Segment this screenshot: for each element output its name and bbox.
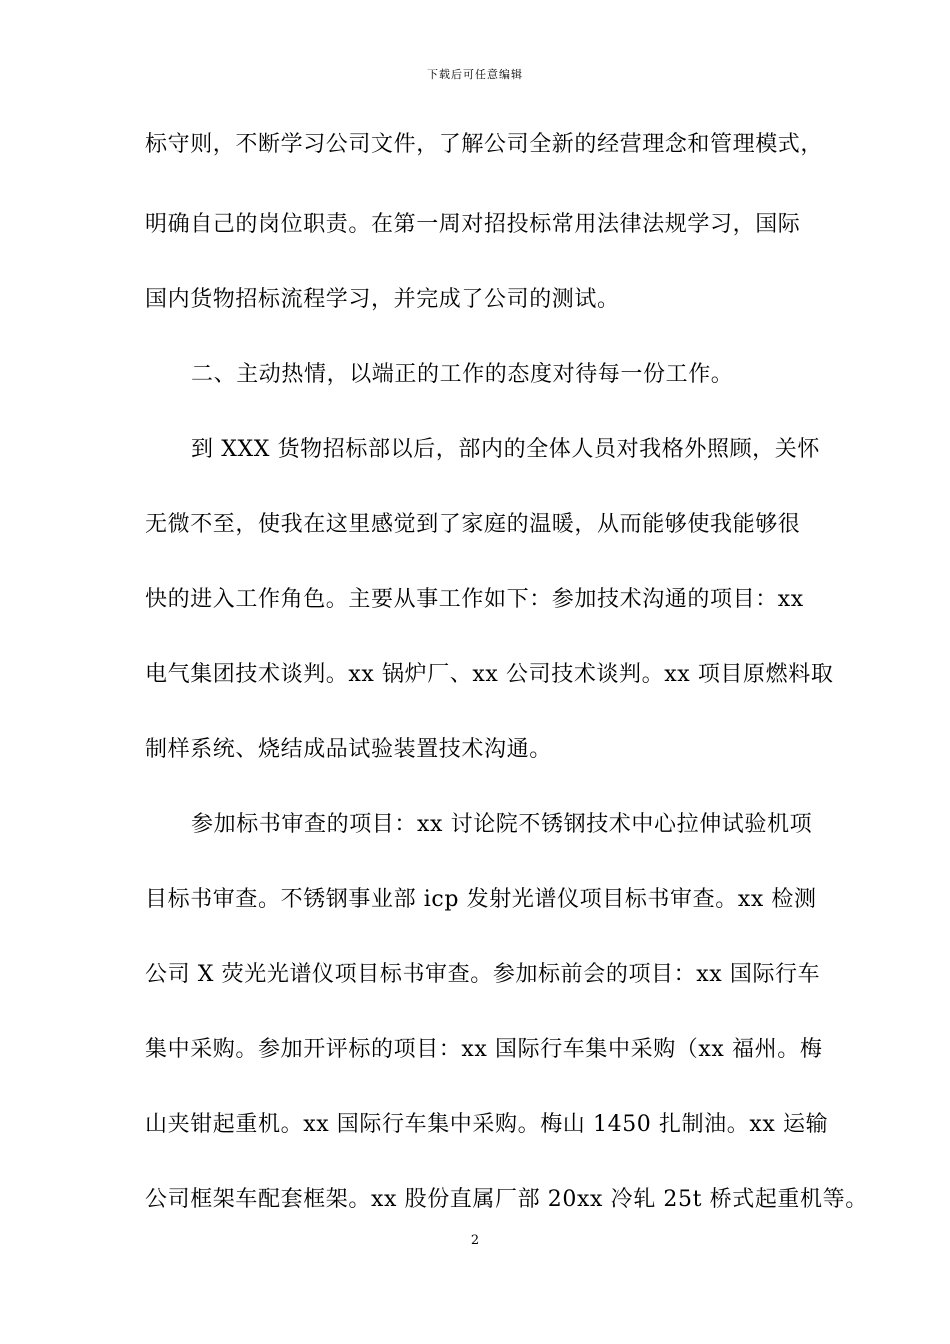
text-line: 制样系统、烧结成品试验装置技术沟通。 (145, 737, 552, 762)
text-line: 标守则，不断学习公司文件，了解公司全新的经营理念和管理模式， (145, 132, 824, 157)
page-number: 2 (470, 1233, 480, 1248)
section-heading: 二、主动热情，以端正的工作的态度对待每一份工作。 (191, 362, 734, 387)
text-line: 电气集团技术谈判。xx 锅炉厂、xx 公司技术谈判。xx 项目原燃料取 (145, 662, 834, 687)
page-header: 下载后可任意编辑 (427, 68, 523, 81)
text-line: 目标书审查。不锈钢事业部 icp 发射光谱仪项目标书审查。xx 检测 (145, 887, 817, 912)
text-line: 公司框架车配套框架。xx 股份直属厂部 20xx 冷轧 25t 桥式起重机等。 (145, 1187, 868, 1212)
text-line: 明确自己的岗位职责。在第一周对招投标常用法律法规学习，国际 (145, 212, 801, 237)
text-line: 公司 X 荧光光谱仪项目标书审查。参加标前会的项目：xx 国际行车 (145, 962, 821, 987)
text-line: 参加标书审查的项目：xx 讨论院不锈钢技术中心拉伸试验机项 (191, 812, 813, 837)
text-line: 集中采购。参加开评标的项目：xx 国际行车集中采购（xx 福州。梅 (145, 1037, 823, 1062)
text-line: 快的进入工作角色。主要从事工作如下：参加技术沟通的项目：xx (145, 587, 804, 612)
text-line: 无微不至，使我在这里感觉到了家庭的温暖，从而能够使我能够很 (145, 512, 801, 537)
text-line: 国内货物招标流程学习，并完成了公司的测试。 (145, 287, 620, 312)
text-line: 山夹钳起重机。xx 国际行车集中采购。梅山 1450 扎制油。xx 运输 (145, 1112, 829, 1137)
text-line: 到 XXX 货物招标部以后，部内的全体人员对我格外照顾，关怀 (191, 437, 820, 462)
